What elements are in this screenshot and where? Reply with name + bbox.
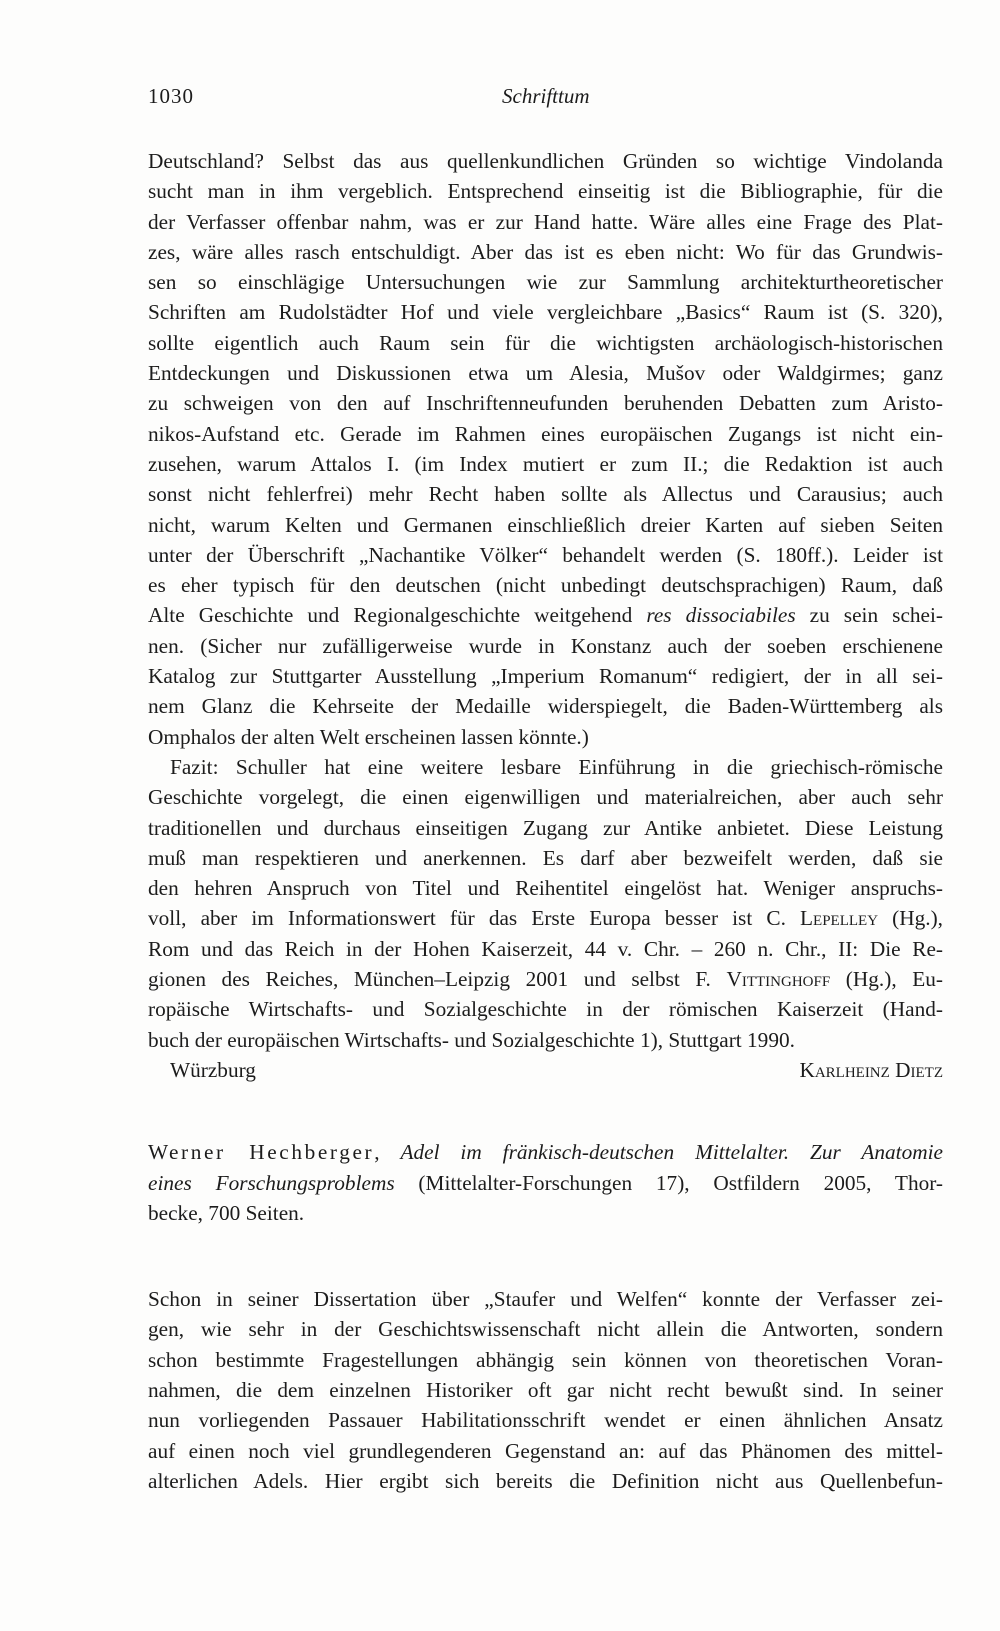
text-line: becke, 700 Seiten.: [148, 1200, 305, 1225]
text-line: unter der Überschrift „Nachantike Völker“ behandelt werden (S. 180ff.). Leider ist: [148, 542, 943, 567]
text-segment: zu sein schei-: [795, 603, 944, 628]
text-line: Schriften am Rudolstädter Hof und viele vergleichbare „Basics“ Raum ist (S. 320),: [148, 300, 943, 325]
text-line: sucht man in ihm vergeblich. Entsprechend einseitig ist die Bibliographie, für die: [148, 179, 943, 204]
series-info: (Mittelalter-Forschungen 17), Ostfildern 2005, Thor-: [394, 1170, 943, 1195]
text-segment: gionen des Reiches, München–Leipzig 2001 und selbst F.: [148, 967, 727, 992]
text-line: nun vorliegenden Passauer Habilitationsschrift wendet er einen ähnlichen Ansatz: [148, 1408, 943, 1433]
text-line: auf einen noch viel grundlegenderen Gegenstand an: auf das Phänomen des mittel-: [148, 1438, 943, 1463]
text-line: [148, 1168, 943, 1198]
text-line: [148, 600, 943, 630]
section-spacer: [148, 1228, 943, 1284]
text-line: Omphalos der alten Welt erscheinen lassen könnte.): [148, 724, 589, 749]
text-line: zu schweigen von den auf Inschriftenneufunden beruhenden Debatten zum Aristo-: [148, 391, 943, 416]
cited-author: Lepelley: [800, 906, 879, 931]
review-2-heading: [148, 1137, 943, 1228]
text-line: nikos-Aufstand etc. Gerade im Rahmen eines europäischen Zugangs ist nicht ein-: [148, 421, 943, 446]
text-line: sonst nicht fehlerfrei) mehr Recht haben sollte als Allectus und Carausius; auch: [148, 482, 943, 507]
text-line: muß man respektieren und anerkennen. Es darf aber bezweifelt werden, daß sie: [148, 845, 943, 870]
text-segment: (Hg.), Eu-: [830, 967, 943, 992]
text-line: zes, wäre alles rasch entschuldigt. Aber das ist es eben nicht: Wo für das Grundwis-: [148, 239, 943, 264]
text-line: Schon in seiner Dissertation über „Staufer und Welfen“ konnte der Verfasser zei-: [148, 1287, 943, 1312]
reviewer-name: Karlheinz Dietz: [799, 1057, 943, 1082]
review-2-text: [148, 1284, 943, 1496]
text-line: Werner Hechberger, Adel im fränkisch-deutschen Mittelalter. Zur Anatomie: [148, 1140, 943, 1165]
text-line: schon bestimmte Fragestellungen abhängig sein können von theoretischen Voran-: [148, 1347, 943, 1372]
cited-author: Vittinghoff: [726, 967, 831, 992]
review-1-text: [148, 146, 943, 1085]
book-author: Werner Hechberger: [148, 1140, 375, 1165]
text-line: nem Glanz die Kehrseite der Medaille widerspiegelt, die Baden-Württemberg als: [148, 694, 943, 719]
text-line: ropäische Wirtschafts- und Sozialgeschichte in der römischen Kaiserzeit (Hand-: [148, 997, 943, 1022]
text-line: es eher typisch für den deutschen (nicht unbedingt deutschsprachigen) Raum, daß: [148, 573, 943, 598]
text-line: Geschichte vorgelegt, die einen eigenwilligen und materialreichen, aber auch sehr: [148, 785, 943, 810]
text-line: gen, wie sehr in der Geschichtswissenschaft nicht allein die Antworten, sondern: [148, 1317, 943, 1342]
text-line: Fazit: Schuller hat eine weitere lesbare Einführung in die griechisch-römische: [170, 754, 943, 779]
text-line: sollte eigentlich auch Raum sein für die wichtigsten archäologisch-historischen: [148, 330, 943, 355]
text-line: nahmen, die dem einzelnen Historiker oft gar nicht recht bewußt sind. In seiner: [148, 1377, 943, 1402]
text-segment: (Hg.),: [878, 906, 944, 931]
latin-phrase: res dissociabiles: [646, 603, 796, 628]
running-head: [148, 84, 943, 114]
text-line: den hehren Anspruch von Titel und Reihentitel eingelöst hat. Weniger anspruchs-: [148, 876, 943, 901]
text-line: nen. (Sicher nur zufälligerweise wurde in Konstanz auch der soeben erschienene: [148, 633, 943, 658]
section-spacer: [148, 1085, 943, 1137]
text-segment: Alte Geschichte und Regionalgeschichte weitgehend: [148, 603, 647, 628]
text-line: buch der europäischen Wirtschafts- und Sozialgeschichte 1), Stuttgart 1990.: [148, 1027, 795, 1052]
text-line: zusehen, warum Attalos I. (im Index mutiert er zum II.; die Redaktion ist auch: [148, 451, 943, 476]
text-line: Entdeckungen und Diskussionen etwa um Alesia, Mušov oder Waldgirmes; ganz: [148, 361, 943, 386]
text-line: alterlichen Adels. Hier ergibt sich bereits die Definition nicht aus Quellenbefun-: [148, 1468, 943, 1493]
text-line: [148, 903, 943, 933]
text-line: [148, 964, 943, 994]
section-title: Schrifttum: [502, 84, 590, 108]
text-segment: voll, aber im Informationswert für das Erste Europa besser ist C.: [148, 906, 801, 931]
book-title: eines Forschungsproblems: [148, 1170, 395, 1195]
signature-place: Würzburg: [170, 1057, 256, 1082]
text-line: sen so einschlägige Untersuchungen wie zur Sammlung architekturtheoretischer: [148, 270, 943, 295]
page-number: 1030: [148, 84, 194, 108]
text-line: Deutschland? Selbst das aus quellenkundlichen Gründen so wichtige Vindolanda: [148, 149, 943, 173]
text-line: nicht, warum Kelten und Germanen einschließlich dreier Karten auf sieben Seiten: [148, 512, 943, 537]
text-line: traditionellen und durchaus einseitigen Zugang zur Antike anbietet. Diese Leistung: [148, 815, 943, 840]
review-signature: [148, 1055, 943, 1085]
body-text: [148, 146, 943, 1496]
text-line: der Verfasser offenbar nahm, was er zur Hand hatte. Wäre alles eine Frage des Plat-: [148, 209, 943, 234]
text-line: Katalog zur Stuttgarter Ausstellung „Imperium Romanum“ redigiert, der in all sei-: [148, 664, 943, 689]
text-line: Rom und das Reich in der Hohen Kaiserzeit, 44 v. Chr. – 260 n. Chr., II: Die Re-: [148, 936, 943, 961]
book-title: Adel im fränkisch-deutschen Mittelalter. Zur Anatomie: [400, 1140, 943, 1165]
